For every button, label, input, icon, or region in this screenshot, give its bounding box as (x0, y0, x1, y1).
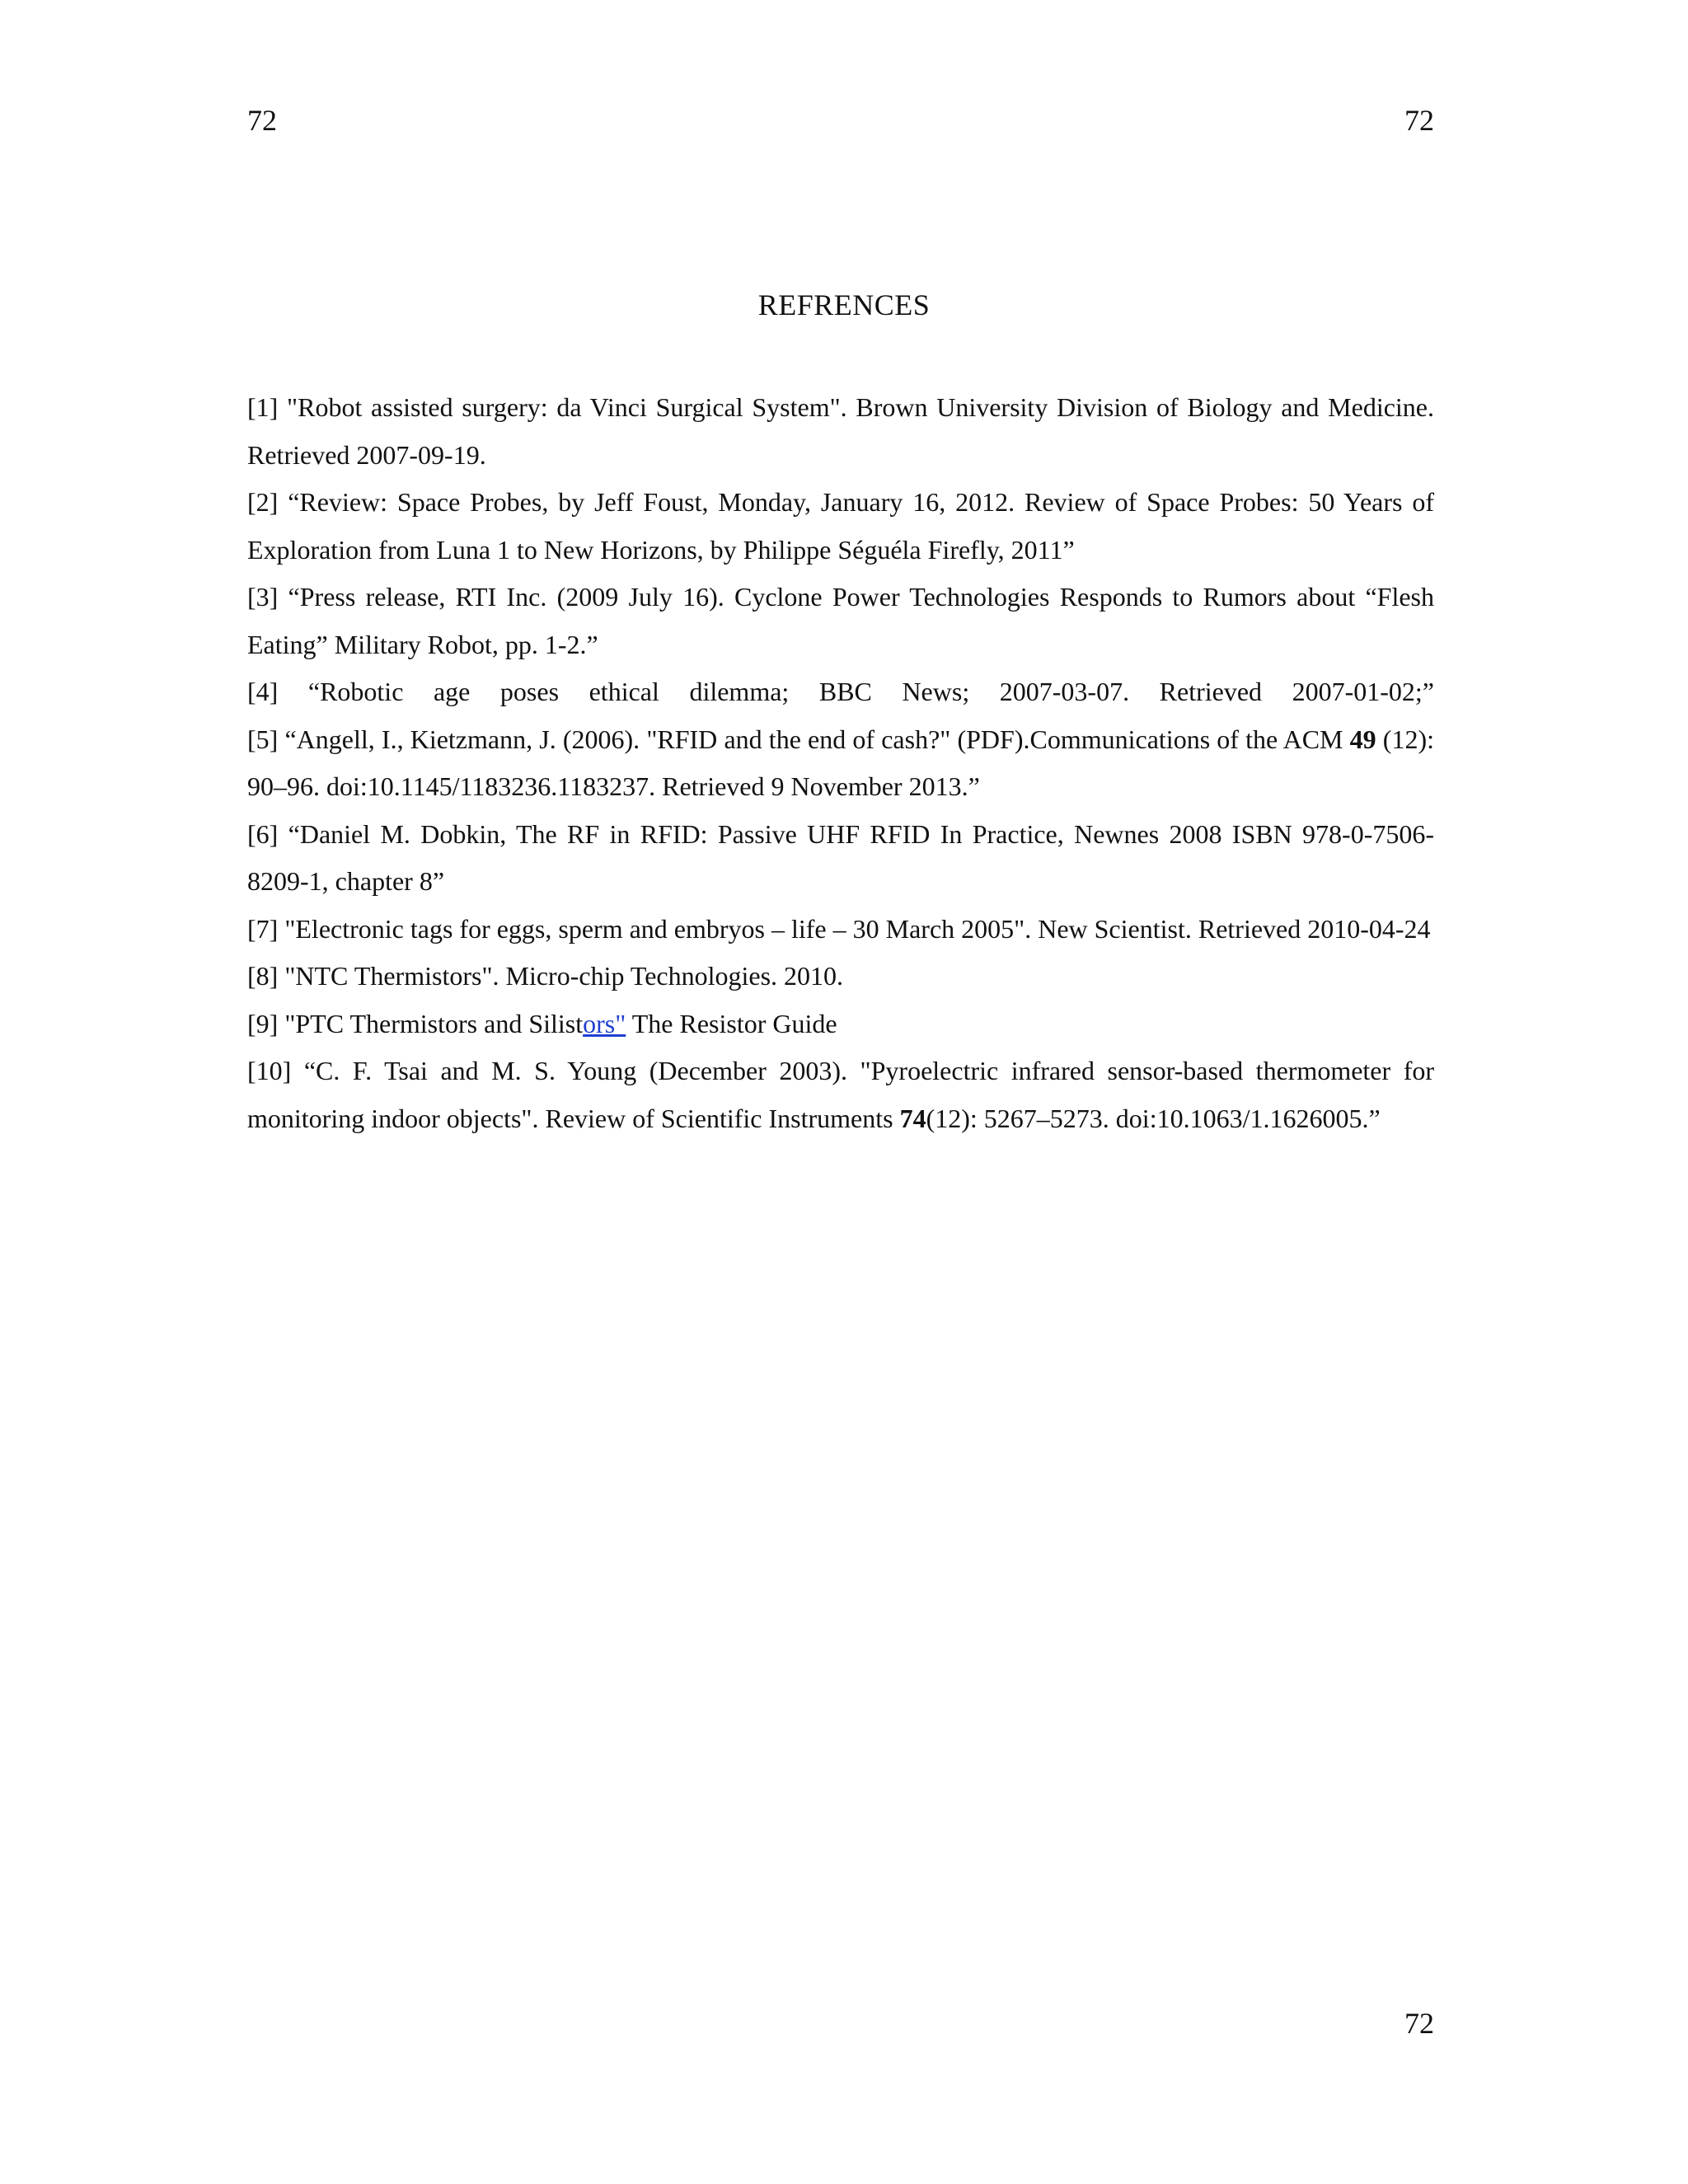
reference-5 (247, 716, 1434, 811)
reference-5-text-end: (12): 90–96. doi:10.1145/1183236.1183237. Retrieved 9 November 2013.” (247, 724, 1435, 801)
reference-4: [4] “Robotic age poses ethical dilemma; BBC News; 2007-03-07. Retrieved 2007-01-02;” (247, 677, 1434, 706)
reference-9-text: [9] "PTC Thermistors and Silist (247, 1008, 584, 1038)
page-number-top-left: 72 (247, 104, 277, 137)
reference-9-link[interactable]: ors" (583, 1008, 626, 1038)
reference-8: [8] "NTC Thermistors". Micro-chip Technologies. 2010. (247, 961, 844, 991)
page-number-bottom: 72 (1404, 2007, 1434, 2040)
reference-9 (247, 1001, 1434, 1048)
references-heading: REFRENCES (757, 288, 931, 321)
reference-7: [7] "Electronic tags for eggs, sperm and embryos – life – 30 March 2005". New Scientist. Retrieved 2010-04-24 (247, 913, 1431, 944)
references-list (247, 384, 1434, 1142)
reference-10-text: [10] “C. F. Tsai and M. S. Young (December 2003). "Pyroelectric infrared sensor-based thermometer for monitoring indoor objects". Review of Scientific Instruments (247, 1056, 1434, 1133)
reference-9-text-end: The Resistor Guide (626, 1008, 837, 1038)
reference-10-text-end: (12): 5267–5273. doi:10.1063/1.1626005.” (926, 1103, 1381, 1133)
reference-3: [3] “Press release, RTI Inc. (2009 July 16). Cyclone Power Technologies Responds to Rumors about “Flesh Eating” Military Robot, pp. 1-2.” (247, 582, 1434, 659)
reference-5-volume: 49 (1349, 724, 1376, 754)
reference-10 (247, 1047, 1434, 1142)
reference-6: [6] “Daniel M. Dobkin, The RF in RFID: Passive UHF RFID In Practice, Newnes 2008 ISBN 978-0-7506-8209-1, chapter 8” (247, 818, 1434, 896)
reference-2: [2] “Review: Space Probes, by Jeff Foust, Monday, January 16, 2012. Review of Space Probes: 50 Years of Exploration from Luna 1 to New Horizons, by Philippe Séguéla Firefly, 2011” (247, 487, 1434, 565)
reference-5-text: [5] “Angell, I., Kietzmann, J. (2006). "RFID and the end of cash?" (PDF).Communications of the ACM (247, 724, 1350, 754)
reference-10-volume: 74 (899, 1103, 926, 1133)
reference-1: [1] "Robot assisted surgery: da Vinci Surgical System". Brown University Division of Biology and Medicine. Retrieved 2007-09-19. (247, 392, 1434, 470)
page-number-top-right: 72 (1404, 104, 1434, 137)
